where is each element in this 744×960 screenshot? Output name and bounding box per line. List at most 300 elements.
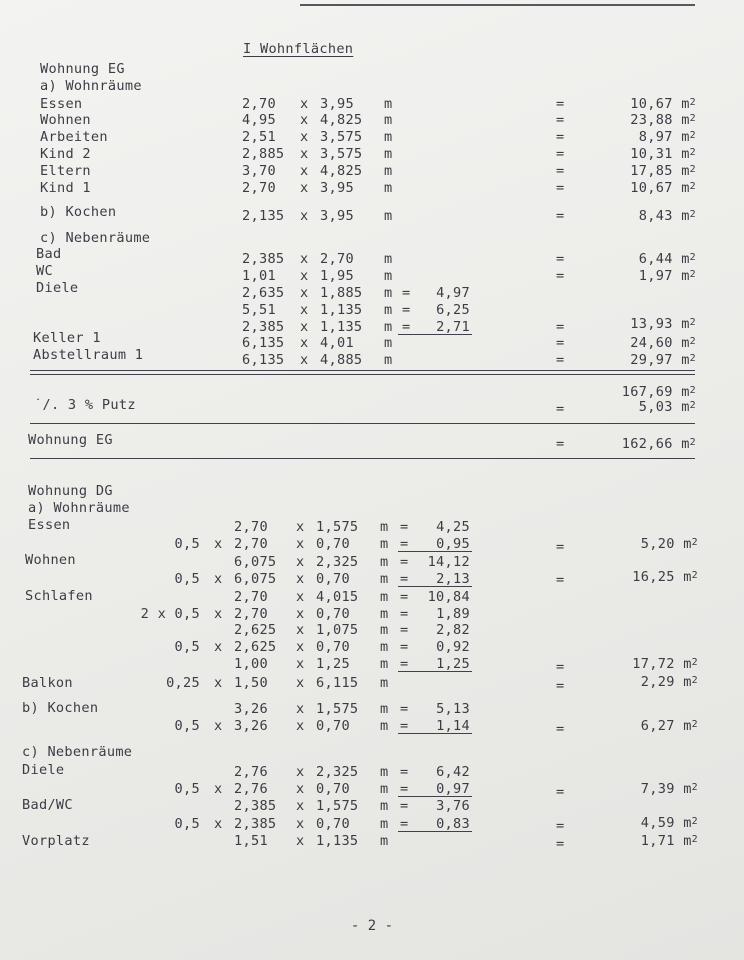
times-sign: x bbox=[214, 718, 223, 734]
area-number: 5,03 bbox=[638, 399, 673, 415]
dimension-b: 1,885 bbox=[320, 285, 363, 301]
area-value bbox=[568, 814, 698, 832]
unit-m: m bbox=[380, 589, 389, 605]
dimension-b: 2,70 bbox=[320, 251, 354, 267]
dimension-b: 3,95 bbox=[320, 96, 354, 112]
sub-value: 6,42 bbox=[436, 764, 470, 780]
dimension-a: 2,385 bbox=[234, 816, 277, 832]
dimension-a: 1,51 bbox=[234, 833, 268, 849]
unit-m: m bbox=[384, 335, 393, 351]
square-exponent: 2 bbox=[691, 675, 698, 686]
room-name: Essen bbox=[40, 96, 83, 112]
square-exponent: 2 bbox=[689, 209, 696, 220]
dimension-a: 3,26 bbox=[234, 718, 268, 734]
total-rule bbox=[30, 374, 695, 375]
dimension-b: 1,25 bbox=[316, 656, 350, 672]
page-number: - 2 - bbox=[350, 918, 394, 934]
dimension-b: 4,825 bbox=[320, 163, 363, 179]
factor: 0,5 bbox=[174, 781, 200, 797]
area-number: 8,97 bbox=[638, 129, 673, 145]
equals-sign: = bbox=[402, 285, 411, 301]
dimension-a: 2,385 bbox=[242, 319, 285, 335]
dimension-b: 4,01 bbox=[320, 335, 354, 351]
area-number: 8,43 bbox=[638, 208, 673, 224]
dimension-b: 0,70 bbox=[316, 571, 350, 587]
section-total-label: Wohnung EG bbox=[28, 432, 113, 448]
times-sign: x bbox=[296, 606, 305, 622]
times-sign: x bbox=[214, 571, 223, 587]
times-sign: x bbox=[296, 675, 305, 691]
room-name: b) Kochen bbox=[22, 700, 99, 716]
unit-m: m bbox=[380, 554, 389, 570]
area-value bbox=[566, 179, 696, 197]
room-name: Bad/WC bbox=[22, 797, 73, 813]
sub-value: 2,82 bbox=[436, 622, 470, 638]
sub-value: 4,25 bbox=[436, 519, 470, 535]
unit-m: m bbox=[380, 656, 389, 672]
unit-m: m bbox=[384, 319, 393, 335]
area-unit: m bbox=[683, 781, 692, 797]
sub-value: 1,89 bbox=[436, 606, 470, 622]
unit-m: m bbox=[384, 112, 393, 128]
equals-sign: = bbox=[556, 659, 565, 675]
times-sign: x bbox=[296, 536, 305, 552]
unit-m: m bbox=[380, 519, 389, 535]
sub-value: 2,71 bbox=[436, 319, 470, 335]
area-unit: m bbox=[683, 656, 692, 672]
area-value bbox=[566, 315, 696, 333]
unit-m: m bbox=[384, 268, 393, 284]
area-value bbox=[566, 111, 696, 129]
dimension-b: 1,075 bbox=[316, 622, 359, 638]
dimension-b: 1,135 bbox=[320, 319, 363, 335]
square-exponent: 2 bbox=[689, 437, 696, 448]
equals-sign: = bbox=[556, 112, 565, 128]
equals-sign: = bbox=[556, 268, 565, 284]
sub-value: 6,25 bbox=[436, 302, 470, 318]
unit-m: m bbox=[380, 536, 389, 552]
times-sign: x bbox=[296, 622, 305, 638]
area-number: 23,88 bbox=[630, 112, 673, 128]
times-sign: x bbox=[296, 718, 305, 734]
sub-value: 1,14 bbox=[436, 718, 470, 734]
factor: 0,5 bbox=[174, 571, 200, 587]
dimension-a: 1,50 bbox=[234, 675, 268, 691]
subsection-label: c) Nebenräume bbox=[40, 230, 151, 246]
sum-underline bbox=[398, 831, 472, 832]
dimension-a: 2,76 bbox=[234, 764, 268, 780]
square-exponent: 2 bbox=[689, 317, 696, 328]
dimension-a: 2,70 bbox=[234, 589, 268, 605]
square-exponent: 2 bbox=[689, 147, 696, 158]
square-exponent: 2 bbox=[689, 353, 696, 364]
area-number: 6,44 bbox=[638, 251, 673, 267]
equals-sign: = bbox=[400, 554, 409, 570]
area-value bbox=[568, 535, 698, 553]
room-name: Vorplatz bbox=[22, 833, 90, 849]
equals-sign: = bbox=[556, 539, 565, 555]
sub-value: 3,76 bbox=[436, 798, 470, 814]
room-name: Wohnen bbox=[40, 112, 91, 128]
area-value bbox=[568, 655, 698, 673]
room-name: WC bbox=[36, 263, 53, 279]
equals-sign: = bbox=[400, 571, 409, 587]
sub-value: 5,13 bbox=[436, 701, 470, 717]
total-rule bbox=[30, 423, 695, 424]
dimension-b: 1,135 bbox=[316, 833, 359, 849]
equals-sign: = bbox=[556, 163, 565, 179]
times-sign: x bbox=[300, 268, 309, 284]
area-value bbox=[568, 717, 698, 735]
square-exponent: 2 bbox=[689, 400, 696, 411]
dimension-b: 0,70 bbox=[316, 536, 350, 552]
factor: 0,5 bbox=[174, 816, 200, 832]
area-unit: m bbox=[681, 251, 690, 267]
sum-underline bbox=[398, 334, 472, 335]
sub-value: 0,95 bbox=[436, 536, 470, 552]
times-sign: x bbox=[300, 251, 309, 267]
area-unit: m bbox=[683, 718, 692, 734]
room-name: Balkon bbox=[22, 675, 73, 691]
area-unit: m bbox=[681, 180, 690, 196]
area-unit: m bbox=[681, 268, 690, 284]
times-sign: x bbox=[214, 816, 223, 832]
subsection-label: c) Nebenräume bbox=[22, 744, 133, 760]
dimension-a: 1,01 bbox=[242, 268, 276, 284]
sub-value: 0,83 bbox=[436, 816, 470, 832]
subsection-label: a) Wohnräume bbox=[40, 78, 142, 94]
area-number: 17,72 bbox=[632, 656, 675, 672]
area-value bbox=[566, 351, 696, 369]
room-name: Keller 1 bbox=[33, 330, 101, 346]
area-value bbox=[566, 145, 696, 163]
times-sign: x bbox=[296, 571, 305, 587]
times-sign: x bbox=[300, 335, 309, 351]
area-number: 162,66 bbox=[621, 436, 673, 452]
dimension-a: 2,70 bbox=[242, 180, 276, 196]
times-sign: x bbox=[296, 764, 305, 780]
times-sign: x bbox=[300, 146, 309, 162]
dimension-a: 2,385 bbox=[242, 251, 285, 267]
equals-sign: = bbox=[400, 639, 409, 655]
dimension-b: 3,575 bbox=[320, 146, 363, 162]
area-value bbox=[566, 207, 696, 225]
unit-m: m bbox=[380, 781, 389, 797]
dimension-b: 2,325 bbox=[316, 554, 359, 570]
area-unit: m bbox=[681, 352, 690, 368]
equals-sign: = bbox=[556, 678, 565, 694]
equals-sign: = bbox=[400, 606, 409, 622]
times-sign: x bbox=[300, 96, 309, 112]
dimension-b: 1,135 bbox=[320, 302, 363, 318]
area-number: 1,71 bbox=[640, 833, 675, 849]
sub-value: 4,97 bbox=[436, 285, 470, 301]
dimension-b: 4,825 bbox=[320, 112, 363, 128]
times-sign: x bbox=[300, 180, 309, 196]
times-sign: x bbox=[296, 701, 305, 717]
area-unit: m bbox=[681, 399, 690, 415]
unit-m: m bbox=[380, 833, 389, 849]
area-number: 29,97 bbox=[630, 352, 673, 368]
room-name: Diele bbox=[22, 762, 65, 778]
room-name: Diele bbox=[36, 280, 79, 296]
square-exponent: 2 bbox=[691, 657, 698, 668]
unit-m: m bbox=[380, 798, 389, 814]
square-exponent: 2 bbox=[689, 385, 696, 396]
equals-sign: = bbox=[400, 764, 409, 780]
sub-value: 0,92 bbox=[436, 639, 470, 655]
times-sign: x bbox=[300, 302, 309, 318]
unit-m: m bbox=[384, 302, 393, 318]
sum-underline bbox=[398, 671, 472, 672]
equals-sign: = bbox=[556, 251, 565, 267]
dimension-b: 0,70 bbox=[316, 639, 350, 655]
unit-m: m bbox=[384, 352, 393, 368]
equals-sign: = bbox=[556, 208, 565, 224]
room-name: Eltern bbox=[40, 163, 91, 179]
area-unit: m bbox=[683, 674, 692, 690]
area-unit: m bbox=[681, 112, 690, 128]
dimension-a: 1,00 bbox=[234, 656, 268, 672]
equals-sign: = bbox=[400, 589, 409, 605]
unit-m: m bbox=[384, 180, 393, 196]
area-unit: m bbox=[681, 96, 690, 112]
plaster-deduction-label: ˙/. 3 % Putz bbox=[34, 397, 136, 413]
area-number: 17,85 bbox=[630, 163, 673, 179]
room-name: Arbeiten bbox=[40, 129, 108, 145]
times-sign: x bbox=[300, 208, 309, 224]
room-name: Abstellraum 1 bbox=[33, 347, 144, 363]
times-sign: x bbox=[296, 798, 305, 814]
square-exponent: 2 bbox=[689, 252, 696, 263]
page-title: I Wohnflächen bbox=[243, 41, 354, 57]
dimension-a: 2,51 bbox=[242, 129, 276, 145]
equals-sign: = bbox=[400, 656, 409, 672]
dimension-b: 4,015 bbox=[316, 589, 359, 605]
area-number: 7,39 bbox=[640, 781, 675, 797]
dimension-b: 1,95 bbox=[320, 268, 354, 284]
equals-sign: = bbox=[556, 572, 565, 588]
square-exponent: 2 bbox=[689, 130, 696, 141]
unit-m: m bbox=[380, 764, 389, 780]
dimension-a: 6,075 bbox=[234, 554, 277, 570]
dimension-a: 2,70 bbox=[242, 96, 276, 112]
square-exponent: 2 bbox=[689, 181, 696, 192]
unit-m: m bbox=[380, 816, 389, 832]
equals-sign: = bbox=[556, 436, 565, 452]
square-exponent: 2 bbox=[689, 269, 696, 280]
equals-sign: = bbox=[556, 721, 565, 737]
equals-sign: = bbox=[400, 622, 409, 638]
equals-sign: = bbox=[556, 784, 565, 800]
area-unit: m bbox=[683, 833, 692, 849]
equals-sign: = bbox=[400, 718, 409, 734]
square-exponent: 2 bbox=[691, 570, 698, 581]
square-exponent: 2 bbox=[691, 537, 698, 548]
square-exponent: 2 bbox=[691, 782, 698, 793]
dimension-a: 2,635 bbox=[242, 285, 285, 301]
dimension-b: 0,70 bbox=[316, 781, 350, 797]
unit-m: m bbox=[380, 718, 389, 734]
area-unit: m bbox=[681, 316, 690, 332]
unit-m: m bbox=[380, 622, 389, 638]
dimension-b: 0,70 bbox=[316, 718, 350, 734]
times-sign: x bbox=[296, 639, 305, 655]
factor: 0,5 bbox=[174, 536, 200, 552]
area-number: 13,93 bbox=[630, 316, 673, 332]
dimension-a: 6,075 bbox=[234, 571, 277, 587]
equals-sign: = bbox=[556, 818, 565, 834]
times-sign: x bbox=[214, 536, 223, 552]
area-number: 10,67 bbox=[630, 96, 673, 112]
sub-value: 0,97 bbox=[436, 781, 470, 797]
dimension-b: 3,575 bbox=[320, 129, 363, 145]
area-number: 167,69 bbox=[621, 384, 673, 400]
times-sign: x bbox=[296, 554, 305, 570]
area-unit: m bbox=[683, 536, 692, 552]
unit-m: m bbox=[384, 208, 393, 224]
sum-underline bbox=[398, 551, 472, 552]
equals-sign: = bbox=[400, 536, 409, 552]
area-unit: m bbox=[681, 335, 690, 351]
dimension-a: 2,625 bbox=[234, 622, 277, 638]
unit-m: m bbox=[384, 163, 393, 179]
subsection-label: a) Wohnräume bbox=[28, 500, 130, 516]
area-unit: m bbox=[681, 436, 690, 452]
area-unit: m bbox=[681, 208, 690, 224]
area-unit: m bbox=[681, 129, 690, 145]
dimension-a: 6,135 bbox=[242, 335, 285, 351]
dimension-a: 3,70 bbox=[242, 163, 276, 179]
times-sign: x bbox=[214, 781, 223, 797]
factor: 2 x 0,5 bbox=[140, 606, 200, 622]
equals-sign: = bbox=[556, 335, 565, 351]
equals-sign: = bbox=[400, 781, 409, 797]
sum-underline bbox=[398, 733, 472, 734]
equals-sign: = bbox=[556, 319, 565, 335]
section-header: Wohnung DG bbox=[28, 483, 113, 499]
area-value bbox=[568, 568, 698, 586]
unit-m: m bbox=[380, 639, 389, 655]
times-sign: x bbox=[296, 656, 305, 672]
dimension-b: 2,325 bbox=[316, 764, 359, 780]
area-number: 10,67 bbox=[630, 180, 673, 196]
dimension-b: 1,575 bbox=[316, 701, 359, 717]
dimension-b: 4,885 bbox=[320, 352, 363, 368]
sum-underline bbox=[398, 586, 472, 587]
area-value bbox=[568, 780, 698, 798]
unit-m: m bbox=[384, 285, 393, 301]
equals-sign: = bbox=[400, 798, 409, 814]
total-rule bbox=[30, 370, 695, 371]
area-unit: m bbox=[681, 384, 690, 400]
equals-sign: = bbox=[400, 816, 409, 832]
factor: 0,5 bbox=[174, 718, 200, 734]
room-name: Wohnen bbox=[25, 552, 76, 568]
area-unit: m bbox=[683, 569, 692, 585]
dimension-a: 2,885 bbox=[242, 146, 285, 162]
square-exponent: 2 bbox=[689, 336, 696, 347]
dimension-a: 2,385 bbox=[234, 798, 277, 814]
sub-value: 2,13 bbox=[436, 571, 470, 587]
equals-sign: = bbox=[556, 352, 565, 368]
area-unit: m bbox=[683, 815, 692, 831]
dimension-b: 1,575 bbox=[316, 519, 359, 535]
dimension-b: 6,115 bbox=[316, 675, 359, 691]
area-value bbox=[568, 832, 698, 850]
equals-sign: = bbox=[556, 96, 565, 112]
area-number: 6,27 bbox=[640, 718, 675, 734]
sub-value: 10,84 bbox=[427, 589, 470, 605]
times-sign: x bbox=[214, 639, 223, 655]
times-sign: x bbox=[296, 589, 305, 605]
equals-sign: = bbox=[402, 302, 411, 318]
unit-m: m bbox=[380, 701, 389, 717]
dimension-a: 3,26 bbox=[234, 701, 268, 717]
times-sign: x bbox=[214, 606, 223, 622]
times-sign: x bbox=[300, 285, 309, 301]
times-sign: x bbox=[296, 833, 305, 849]
times-sign: x bbox=[296, 816, 305, 832]
square-exponent: 2 bbox=[689, 113, 696, 124]
sub-value: 14,12 bbox=[427, 554, 470, 570]
area-value bbox=[566, 334, 696, 352]
equals-sign: = bbox=[556, 180, 565, 196]
times-sign: x bbox=[296, 781, 305, 797]
unit-m: m bbox=[384, 96, 393, 112]
times-sign: x bbox=[300, 112, 309, 128]
area-value bbox=[566, 162, 696, 180]
area-unit: m bbox=[681, 146, 690, 162]
top-rule bbox=[300, 4, 695, 6]
sub-value: 1,25 bbox=[436, 656, 470, 672]
dimension-a: 2,625 bbox=[234, 639, 277, 655]
room-name: Kind 2 bbox=[40, 146, 91, 162]
area-number: 16,25 bbox=[632, 569, 675, 585]
unit-m: m bbox=[384, 129, 393, 145]
equals-sign: = bbox=[400, 519, 409, 535]
room-name: Schlafen bbox=[25, 588, 93, 604]
area-number: 2,29 bbox=[640, 674, 675, 690]
area-unit: m bbox=[681, 163, 690, 179]
times-sign: x bbox=[300, 163, 309, 179]
unit-m: m bbox=[384, 251, 393, 267]
unit-m: m bbox=[384, 146, 393, 162]
factor: 0,25 bbox=[166, 675, 200, 691]
dimension-a: 2,70 bbox=[234, 519, 268, 535]
area-value bbox=[566, 267, 696, 285]
dimension-b: 1,575 bbox=[316, 798, 359, 814]
dimension-b: 3,95 bbox=[320, 180, 354, 196]
total-rule bbox=[30, 458, 695, 459]
square-exponent: 2 bbox=[691, 834, 698, 845]
room-name: Kind 1 bbox=[40, 180, 91, 196]
area-number: 24,60 bbox=[630, 335, 673, 351]
equals-sign: = bbox=[400, 701, 409, 717]
dimension-a: 2,70 bbox=[234, 606, 268, 622]
times-sign: x bbox=[296, 519, 305, 535]
equals-sign: = bbox=[556, 401, 565, 417]
unit-m: m bbox=[380, 675, 389, 691]
dimension-a: 4,95 bbox=[242, 112, 276, 128]
square-exponent: 2 bbox=[689, 164, 696, 175]
area-value bbox=[566, 435, 696, 453]
factor: 0,5 bbox=[174, 639, 200, 655]
equals-sign: = bbox=[556, 836, 565, 852]
square-exponent: 2 bbox=[691, 816, 698, 827]
equals-sign: = bbox=[556, 129, 565, 145]
section-header: Wohnung EG bbox=[40, 61, 125, 77]
